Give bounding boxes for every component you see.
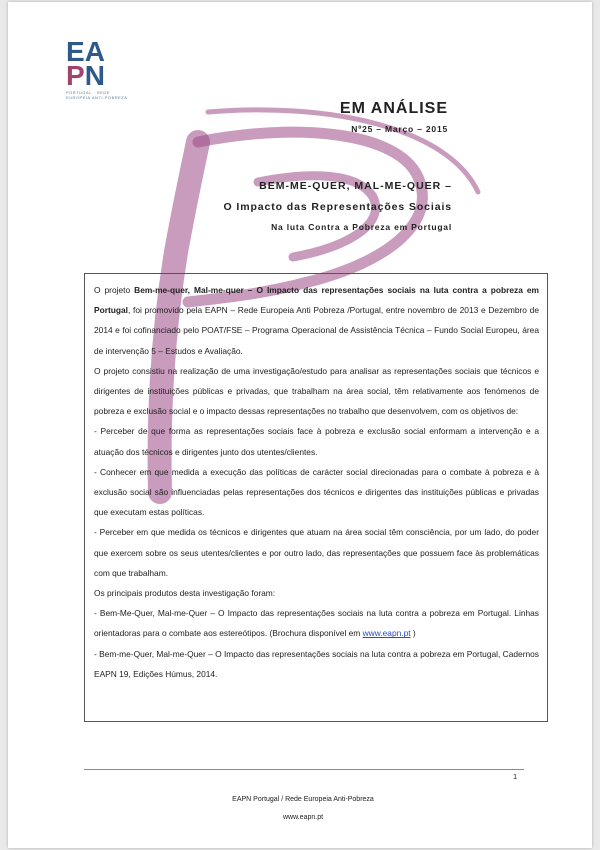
- issue-line: Nº25 – Março – 2015: [351, 124, 448, 134]
- product-2: - Bem-me-Quer, Mal-me-Quer – O Impacto das representações sociais na luta contra a pobreza em Portugal, Cadernos EAPN 19, Edições Húmus, 2014.: [94, 648, 539, 679]
- logo-subtext: PORTUGAL · REDE EUROPEIA ANTI-POBREZA: [66, 90, 128, 100]
- logo-letter-a: A: [84, 36, 105, 67]
- paragraph-intro: O projeto Bem-me-quer, Mal-me-quer – O Impacto das representações sociais na luta contra a pobreza em Portugal, foi promovido pela EAPN – Rede Europeia Anti Pobreza /Portugal, entre novembro de 2013 e Dezembro de 2014 e foi cofinanciado pelo POAT/FSE – Programa Operacional de Assistência Técnica – Fundo Social Europeu, área de intervenção 5 – Estudos e Avaliação.: [94, 285, 539, 356]
- newsletter-title: EM ANÁLISE: [339, 100, 448, 117]
- products-intro: Os principais produtos desta investigação foram:: [94, 588, 276, 599]
- logo-letter-e: E: [66, 36, 85, 67]
- eapn-logo: [66, 36, 128, 104]
- project-name: Bem-me-quer, Mal-me-quer – O Impacto das representações sociais na luta contra a pobreza em Portugal: [94, 285, 539, 316]
- footer-organization: EAPN Portugal / Rede Europeia Anti-Pobreza: [232, 796, 374, 803]
- page-number: 1: [513, 772, 518, 781]
- objective-3: - Perceber em que medida os técnicos e dirigentes que atuam na área social têm consciência, por um lado, do poder que exercem sobre os seus utentes/clientes e por outro lado, das representações que possuem face às problemáticas com que trabalham.: [94, 527, 539, 578]
- article-heading-1: BEM-ME-QUER, MAL-ME-QUER –: [259, 180, 452, 192]
- article-heading-3: Na luta Contra a Pobreza em Portugal: [271, 222, 452, 232]
- paragraph-description: O projeto consistiu na realização de uma investigação/estudo para analisar as representações sociais que técnicos e dirigentes de instituições públicas e privadas, que trabalham na área social, têm relativamente aos fenómenos de pobreza e exclusão social e o impacto dessas representações no trabalho que desenvolvem, com os objetivos de:: [94, 365, 539, 417]
- objective-1: - Perceber de que forma as representações sociais face à pobreza e exclusão social enformam a intervenção e a atuação dos técnicos e dirigentes junto dos utentes/clientes.: [94, 426, 539, 457]
- document-page: [8, 2, 592, 848]
- product-1: - Bem-Me-Quer, Mal-me-Quer – O Impacto das representações sociais na luta contra a pobreza em Portugal. Linhas orientadoras para o combate aos estereótipos. (Brochura disponível em www.eapn.pt ): [94, 608, 539, 639]
- eapn-website-link[interactable]: www.eapn.pt: [362, 628, 411, 639]
- footer-url: www.eapn.pt: [282, 814, 324, 821]
- footer-divider: [84, 769, 524, 770]
- article-text-box: [84, 273, 548, 722]
- logo-letter-n: N: [84, 60, 105, 91]
- logo-letter-p: P: [66, 60, 85, 91]
- article-heading-2: O Impacto das Representações Sociais: [223, 201, 452, 213]
- objective-2: - Conhecer em que medida a execução das políticas de carácter social direcionadas para o combate à pobreza e à exclusão social são influenciadas pelas representações dos técnicos e dirigentes das instituições públicas e privadas que executam estas políticas.: [94, 466, 539, 518]
